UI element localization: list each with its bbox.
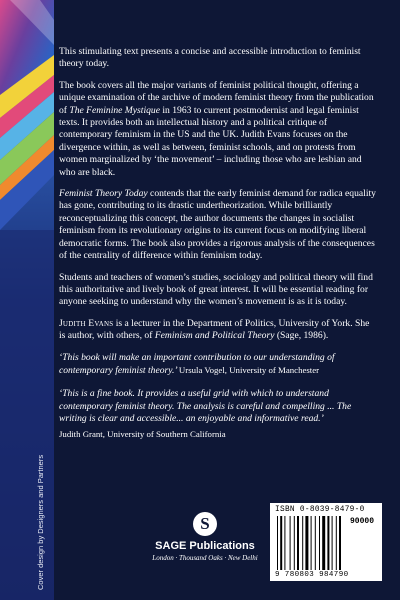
blurb-paragraph-4: Students and teachers of women’s studies, sociology and political theory will find this authoritative and lively book of great interest. It will be essential reading for anyone seeking to understand why the women’s movement is as it is today. — [59, 271, 373, 308]
book-title-mention: Feminist Theory Today — [59, 188, 148, 200]
blurb-text: in 1963 to current postmodernist and legal feminist texts. It provides both an intellectual history and a political critique of contemporary feminism in the US and the UK. Judith Evans focuses on the divergence within, as well as between, feminist schools, and on protests from women marginalized by ‘the movement’ – including those who are lesbian and who are black. — [59, 104, 362, 178]
endorser-name: Judith Grant, — [59, 428, 105, 439]
endorsement-attribution — [59, 428, 377, 440]
endorser-institution: University of Southern California — [107, 428, 226, 439]
blurb-paragraph-3 — [59, 188, 377, 262]
endorser-name: Ursula Vogel, — [178, 364, 227, 375]
publisher-block — [145, 512, 265, 562]
blurb-text: The book covers all the major variants of feminist political thought, offering a unique examination of the archive of modern feminist theory from the publication of — [59, 79, 374, 116]
sage-logo-icon — [193, 512, 217, 536]
barcode-icon — [277, 516, 347, 570]
author-name: Judith Evans — [59, 317, 114, 329]
author-bio-text: is a lecturer in the Department of Politics, University of York. She is author, with others, of — [59, 317, 370, 342]
blurb-text: contends that the early feminist demand for radica equality has gone, contributing to its drastic undertheorization. While brilliantly reconceptualizing this concept, the author documents the changes in socialist feminism from its revolutionary origins to its current focus on modifying liberal democratic forms. The book also provides a rigorous analysis of the consequences of the centrality of difference within feminism today. — [59, 188, 376, 262]
endorsement-quote — [59, 352, 377, 378]
back-cover-text — [59, 46, 377, 449]
endorser-institution: University of Manchester — [229, 364, 320, 375]
logo-letter: S — [200, 514, 210, 533]
cover-artwork-strip — [0, 0, 54, 600]
cover-design-credit: Cover design by Designers and Partners — [36, 454, 45, 590]
publisher-cities: London · Thousand Oaks · New Delhi — [152, 554, 258, 562]
endorsement-attribution — [179, 365, 319, 375]
barcode-number: 9 780803 984790 — [275, 571, 349, 579]
author-bio — [59, 318, 377, 343]
publisher-name: SAGE Publications — [155, 540, 255, 552]
blurb-paragraph-2 — [59, 80, 377, 179]
book-reference-title: The Feminine Mystique — [69, 104, 160, 116]
author-bio-text: (Sage, 1986). — [274, 330, 329, 342]
endorsement-quote: ‘This is a fine book. It provides a useful grid with which to understand contemporary feminist theory. The analysis is careful and compelling ... The writing is clear and accessible... an enjoyable and informative read.’ — [59, 388, 352, 425]
isbn-label: ISBN 0-8039-8479-0 — [275, 506, 365, 514]
endorsement-text: ‘This book will make an important contribution to our understanding of contemporary feminist theory.’ — [59, 351, 335, 376]
blurb-intro: This stimulating text presents a concise and accessible introduction to feminist theory today. — [59, 46, 361, 70]
price-code: 90000 — [350, 517, 375, 526]
isbn-barcode-box — [270, 503, 382, 581]
author-book-title: Feminism and Political Theory — [154, 330, 275, 342]
